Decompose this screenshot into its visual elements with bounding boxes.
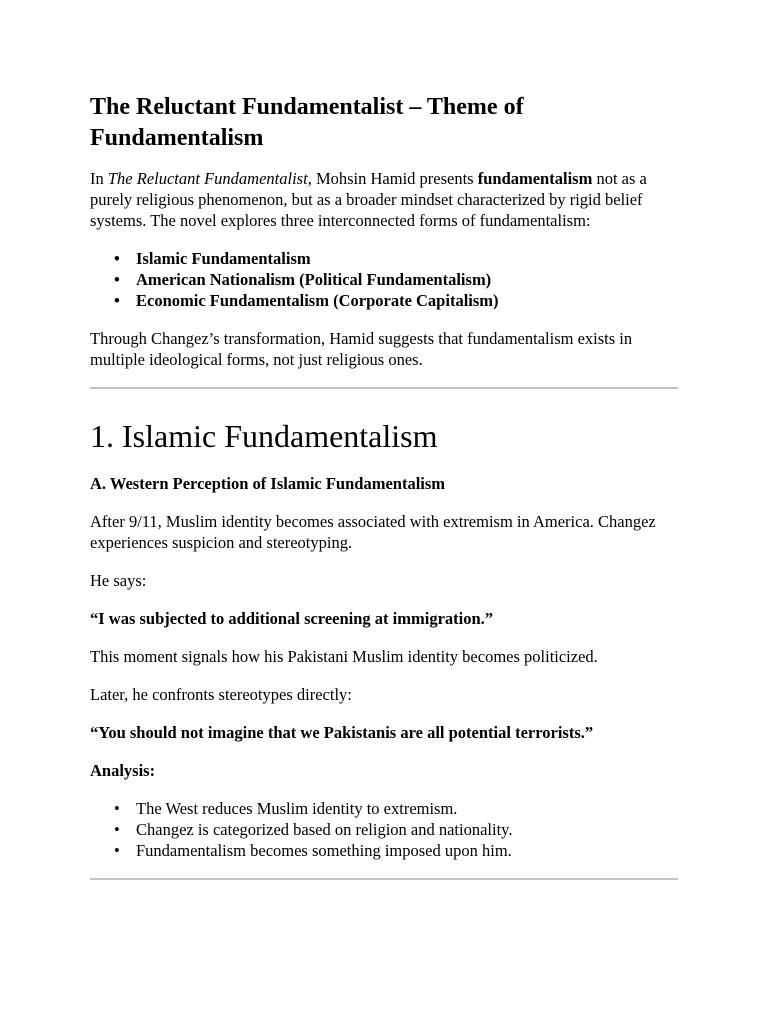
- bullet-icon: •: [114, 799, 120, 818]
- bullet-icon: •: [114, 249, 120, 268]
- intro-text-1: In: [90, 169, 108, 188]
- list-item: [114, 269, 678, 290]
- divider: [90, 878, 678, 880]
- intro-paragraph: [90, 168, 678, 231]
- list-item-text: Islamic Fundamentalism: [136, 249, 311, 268]
- forms-list: [90, 248, 678, 311]
- bullet-icon: •: [114, 270, 120, 289]
- list-item: [114, 798, 678, 819]
- stereotypes-paragraph: Later, he confronts stereotypes directly:: [90, 685, 352, 704]
- transformation-paragraph: Through Changez’s transformation, Hamid suggests that fundamentalism exists in multiple ideological forms, not just religious ones.: [90, 329, 633, 369]
- subsection-heading: A. Western Perception of Islamic Fundamentalism: [90, 474, 446, 493]
- intro-text-2: , Mohsin Hamid presents: [307, 169, 478, 188]
- book-title-italic: The Reluctant Fundamentalist: [107, 169, 308, 188]
- keyword-fundamentalism: fundamentalism: [477, 169, 593, 188]
- page-title: The Reluctant Fundamentalist – Theme of Fundamentalism: [90, 94, 524, 151]
- divider: [90, 387, 678, 389]
- list-item: [114, 840, 678, 861]
- list-item-text: American Nationalism (Political Fundamentalism): [136, 270, 492, 289]
- list-item: [114, 248, 678, 269]
- bullet-icon: •: [114, 841, 120, 860]
- list-item-text: The West reduces Muslim identity to extremism.: [136, 799, 458, 818]
- quote-immigration: “I was subjected to additional screening at immigration.”: [90, 609, 494, 628]
- bullet-icon: •: [114, 291, 120, 310]
- analysis-label: Analysis:: [90, 761, 156, 780]
- context-paragraph: After 9/11, Muslim identity becomes associated with extremism in America. Changez experiences suspicion and stereotyping.: [90, 512, 656, 552]
- analysis-list: [90, 798, 678, 861]
- list-item-text: Changez is categorized based on religion and nationality.: [136, 820, 513, 839]
- section-heading: 1. Islamic Fundamentalism: [90, 418, 438, 454]
- list-item: [114, 290, 678, 311]
- he-says-text: He says:: [90, 571, 147, 590]
- list-item: [114, 819, 678, 840]
- politicized-paragraph: This moment signals how his Pakistani Muslim identity becomes politicized.: [90, 647, 598, 666]
- quote-terrorists: “You should not imagine that we Pakistanis are all potential terrorists.”: [90, 723, 594, 742]
- bullet-icon: •: [114, 820, 120, 839]
- intro-text-3: not as a purely religious phenomenon, but as a broader mindset characterized by rigid belief systems. The novel explores three interconnected forms of fundamentalism:: [90, 169, 647, 230]
- list-item-text: Fundamentalism becomes something imposed upon him.: [136, 841, 512, 860]
- list-item-text: Economic Fundamentalism (Corporate Capitalism): [136, 291, 499, 310]
